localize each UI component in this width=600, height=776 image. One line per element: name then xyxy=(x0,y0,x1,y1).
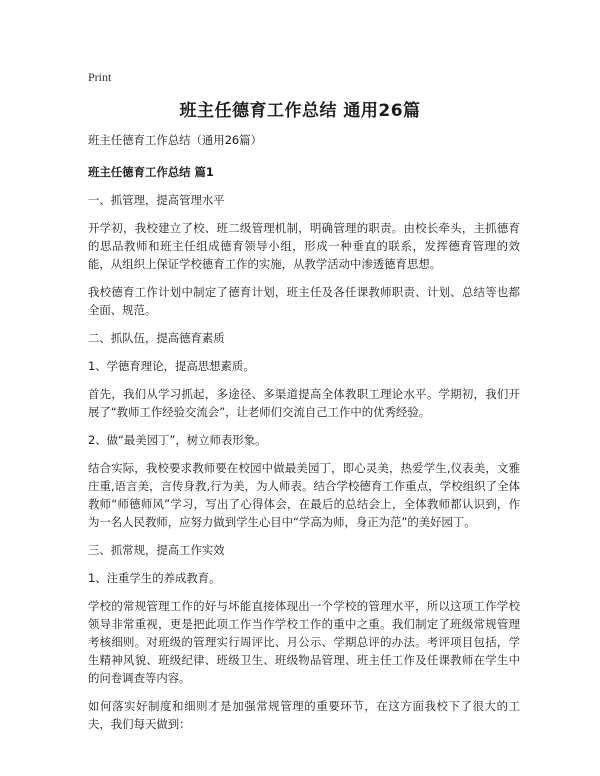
subheading-2-1: 1、学德育理论，提高思想素质。 xyxy=(88,359,255,373)
page-title: 班主任德育工作总结 通用26篇 xyxy=(179,101,421,121)
paragraph-5: 学校的常规管理工作的好与坏能直接体现出一个学校的管理水平，所以这项工作学校领导非常重视，更是把此项工作当作学校工作的重中之重。我们制定了班级常规管理考核细则。对班级的管理实行周评比、月公示、学期总评的办法。考评项目包括，学生精神风貌、班级纪律、班级卫生、班级物品管理、班主任工作及任课教师在学生中的问卷调查等内容。 xyxy=(88,599,520,685)
section-heading-2: 二、抓队伍，提高德育素质 xyxy=(88,331,225,345)
document-body xyxy=(88,131,520,733)
paragraph-3: 首先，我们从学习抓起，多途径、多渠道提高全体教职工理论水平。学期初，我们开展了“教师工作经验交流会”，让老师们交流自己工作中的优秀经验。 xyxy=(88,387,520,419)
print-label: Print xyxy=(88,70,112,84)
subheading-3-1: 1、注重学生的养成教育。 xyxy=(88,571,221,585)
paragraph-1: 开学初，我校建立了校、班二级管理机制，明确管理的职责。由校长牵头，主抓德育的思品教师和班主任组成德育领导小组，形成一种垂直的联系，发挥德育管理的效能，从组织上保证学校德育工作的实施，从教学活动中渗透德育思想。 xyxy=(88,221,520,271)
document-subtitle: 班主任德育工作总结（通用26篇） xyxy=(88,133,262,147)
paragraph-6: 如何落实好制度和细则才是加强常规管理的重要环节，在这方面我校下了很大的工夫，我们每天做到： xyxy=(88,699,520,731)
section-heading-3: 三、抓常规，提高工作实效 xyxy=(88,543,225,557)
subheading-2-2: 2、做“最美园丁”，树立师表形象。 xyxy=(88,433,267,447)
section-heading-1: 一、抓管理，提高管理水平 xyxy=(88,193,225,207)
article-title: 班主任德育工作总结 篇1 xyxy=(88,165,214,179)
paragraph-4: 结合实际，我校要求教师要在校园中做最美园丁，即心灵美，热爱学生,仪表美，文雅庄重,语言美，言传身教,行为美，为人师表。结合学校德育工作重点，学校组织了全体教师“师德师风”学习，写出了心得体会，在最后的总结会上，全体教师都认识到，作为一名人民教师，应努力做到学生心目中“学高为师，身正为范”的美好园丁。 xyxy=(88,461,520,529)
paragraph-2: 我校德育工作计划中制定了德育计划，班主任及各任课教师职责、计划、总结等也都全面、规范。 xyxy=(88,285,520,317)
